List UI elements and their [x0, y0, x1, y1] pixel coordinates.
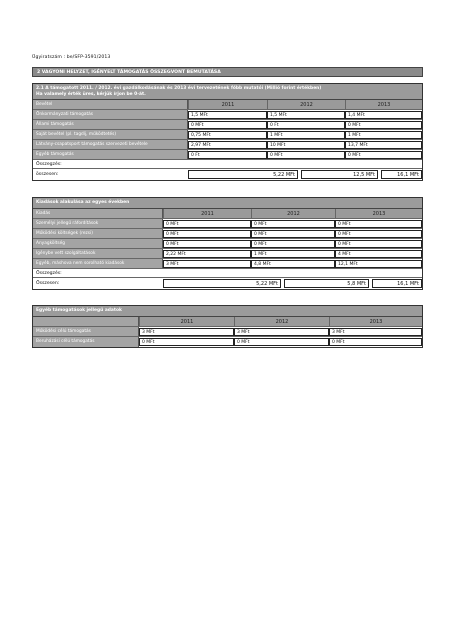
value-field-2012[interactable]: 4,8 MFt: [251, 260, 335, 268]
expense-panel: [32, 197, 423, 290]
income-header-label: Bevétel: [33, 100, 188, 109]
income-row: [33, 110, 422, 120]
value-field-2012[interactable]: 3 MFt: [234, 328, 329, 336]
row-label: Önkormányzati támogatás: [33, 110, 188, 119]
expense-row: [33, 249, 422, 259]
row-label: Anyagköltség: [33, 239, 163, 248]
other-row: [33, 337, 422, 347]
income-row: [33, 150, 422, 160]
other-support-heading: Egyéb támogatások jellegű adatok: [33, 306, 422, 317]
year-2013-header: 2013: [335, 209, 422, 218]
value-field-2013[interactable]: 0 MFt: [335, 230, 422, 238]
row-label: Működési költségek (rezsi): [33, 229, 163, 238]
total-2012: 5,8 MFt: [284, 279, 369, 288]
value-field-2012[interactable]: 10 MFt: [267, 141, 345, 149]
expense-row: [33, 259, 422, 269]
value-field-2012[interactable]: 0 MFt: [251, 220, 335, 228]
value-field-2013[interactable]: 4 MFt: [335, 250, 422, 258]
expense-header-row: [33, 209, 422, 219]
value-field-2013[interactable]: 0 MFt: [329, 338, 422, 346]
income-heading-line2: Ha valamely érték üres, kérjük írjon be 0-át.: [36, 91, 146, 97]
value-field-2013[interactable]: 1,4 MFt: [345, 111, 422, 119]
year-2013-header: 2013: [329, 317, 422, 326]
income-heading-line1: 2.1 A támogatott 2011. / 2012. évi gazdálkodásának és 2013 évi tervezetének főbb mutatói (Millió forint értékben): [36, 86, 322, 91]
value-field-2011[interactable]: 0 MFt: [163, 230, 251, 238]
value-field-2012[interactable]: 1,5 MFt: [267, 111, 345, 119]
income-row: [33, 140, 422, 150]
expense-summary-heading-row: [33, 269, 422, 278]
value-field-2013[interactable]: 0 MFt: [345, 151, 422, 159]
value-field-2013[interactable]: 13,7 MFt: [345, 141, 422, 149]
value-field-2012[interactable]: 0 MFt: [267, 151, 345, 159]
income-total-row: [33, 169, 422, 180]
value-field-2011[interactable]: 0,75 MFt: [188, 131, 267, 139]
value-field-2013[interactable]: 3 MFt: [329, 328, 422, 336]
value-field-2012[interactable]: 0 MFt: [234, 338, 329, 346]
value-field-2012[interactable]: 0 Ft: [267, 121, 345, 129]
year-2012-header: 2012: [234, 317, 329, 326]
row-label: Személyi jellegű ráfordítások: [33, 219, 163, 228]
row-label: Működési célú támogatás: [33, 327, 139, 336]
row-label: Egyéb támogatás: [33, 150, 188, 159]
year-2011-header: 2011: [188, 100, 267, 109]
reference-number: Ügyiratszám : be/SFP-3591/2013: [32, 55, 111, 60]
expense-row: [33, 219, 422, 229]
row-label: Egyéb, máshova nem sorolható kiadások: [33, 259, 163, 268]
row-label: Állami támogatás: [33, 120, 188, 129]
value-field-2011[interactable]: 0 MFt: [163, 240, 251, 248]
year-2011-header: 2011: [163, 209, 251, 218]
value-field-2011[interactable]: 1,5 MFt: [188, 111, 267, 119]
expense-header-label: Kiadás: [33, 209, 163, 218]
summary-heading: Összegzés:: [36, 162, 62, 168]
income-row: [33, 130, 422, 140]
value-field-2011[interactable]: 0 MFt: [188, 121, 267, 129]
value-field-2011[interactable]: 0 MFt: [139, 338, 234, 346]
value-field-2013[interactable]: 1 MFt: [345, 131, 422, 139]
section-title: 2 VAGYONI HELYZET, IGÉNYELT TÁMOGATÁS ÖSSZEGVONT BEMUTATÁSA: [32, 67, 423, 77]
expense-row: [33, 239, 422, 249]
value-field-2011[interactable]: 2,97 MFt: [188, 141, 267, 149]
value-field-2012[interactable]: 1 MFt: [267, 131, 345, 139]
expense-row: [33, 229, 422, 239]
expense-panel-heading: Kiadások alakulása az egyes években: [33, 198, 422, 209]
total-2011: 5,22 MFt: [163, 279, 281, 288]
summary-heading: Összegzés:: [36, 270, 62, 276]
total-2012: 12,5 MFt: [301, 170, 378, 179]
row-label: Látvány-csapatsport támogatás szervezeti bevétele: [33, 140, 188, 149]
total-2013: 16,1 MFt: [372, 279, 422, 288]
income-summary-heading-row: [33, 160, 422, 169]
value-field-2012[interactable]: 1 MFt: [251, 250, 335, 258]
expense-total-row: [33, 278, 422, 289]
value-field-2011[interactable]: 0 MFt: [163, 220, 251, 228]
other-row: [33, 327, 422, 337]
income-panel: [32, 83, 423, 181]
value-field-2011[interactable]: 2,22 MFt: [163, 250, 251, 258]
value-field-2012[interactable]: 0 MFt: [251, 230, 335, 238]
value-field-2012[interactable]: 0 MFt: [251, 240, 335, 248]
year-2013-header: 2013: [345, 100, 422, 109]
row-label: Beruházási célú támogatás: [33, 337, 139, 347]
total-2011: 5,22 MFt: [188, 170, 298, 179]
year-2012-header: 2012: [251, 209, 335, 218]
value-field-2013[interactable]: 12,1 MFt: [335, 260, 422, 268]
income-panel-heading: [33, 84, 422, 100]
row-label: Igénybe vett szolgáltatások: [33, 249, 163, 258]
income-row: [33, 120, 422, 130]
total-2013: 16,1 MFt: [381, 170, 422, 179]
value-field-2011[interactable]: 0 Ft: [188, 151, 267, 159]
value-field-2013[interactable]: 0 MFt: [345, 121, 422, 129]
value-field-2013[interactable]: 0 MFt: [335, 240, 422, 248]
year-2012-header: 2012: [267, 100, 345, 109]
value-field-2011[interactable]: 3 MFt: [163, 260, 251, 268]
other-header-row: [33, 317, 422, 327]
total-label: összesen:: [36, 172, 59, 178]
year-2011-header: 2011: [139, 317, 234, 326]
income-header-row: [33, 100, 422, 110]
value-field-2013[interactable]: 0 MFt: [335, 220, 422, 228]
value-field-2011[interactable]: 3 MFt: [139, 328, 234, 336]
total-label: Összesen:: [36, 280, 60, 286]
other-header-label: [33, 317, 139, 326]
row-label: Saját bevétel (pl. tagdíj, működtetés): [33, 130, 188, 139]
other-support-panel: [32, 305, 423, 348]
